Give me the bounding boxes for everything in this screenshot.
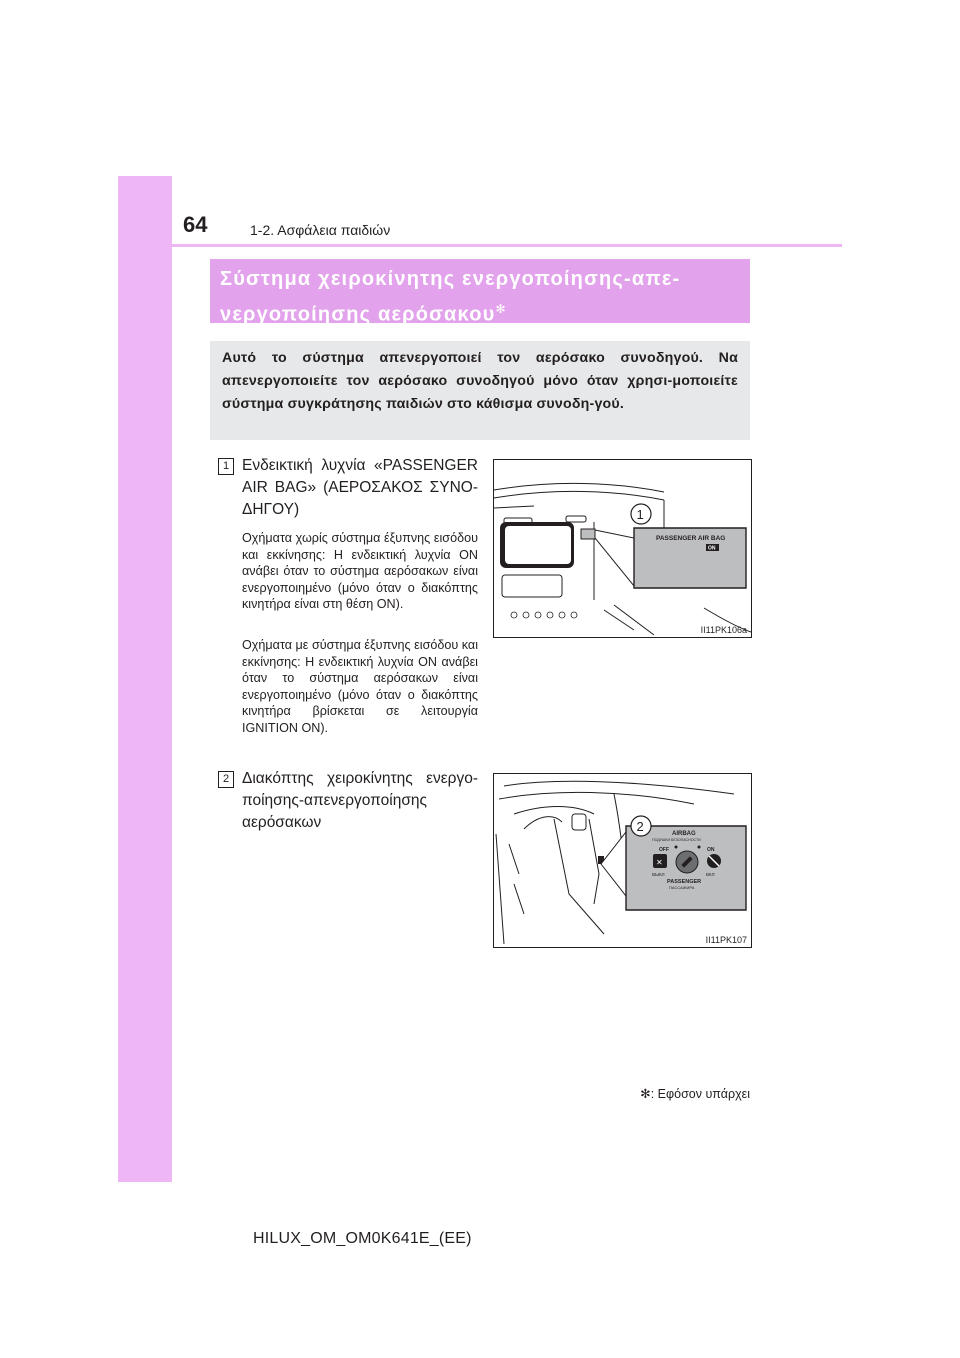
switch-passenger-label: PASSENGER (667, 879, 702, 885)
switch-on-label: ON (707, 847, 715, 853)
header-rule (172, 244, 842, 247)
footnote-text: : Εφόσον υπάρχει (650, 1087, 750, 1101)
switch-on-ru-label: ВКЛ (706, 872, 715, 877)
item-1-number: 1 (218, 458, 234, 475)
item-1-note-1: Οχήματα χωρίς σύστημα έξυπνης εισόδου και εκκίνησης: Η ενδεικτική λυχνία ON ανάβει όταν το σύστημα αερόσακων είναι ενεργοποιημένο (μόνο όταν ο διακόπτης κινητήρα είναι στη θέση ON). (242, 531, 478, 611)
section-title: 1-2. Ασφάλεια παιδιών (250, 222, 391, 238)
item-2-number: 2 (218, 771, 234, 788)
callout-1: 1 (636, 507, 644, 522)
switch-airbag-ru-label: ПОДУШКИ БЕЗОПАСНОСТИ (652, 838, 701, 842)
title-asterisk: ✻ (495, 302, 507, 316)
callout-2: 2 (636, 819, 644, 834)
item-2-title (242, 768, 478, 834)
item-1-title (242, 455, 478, 521)
dashboard-illustration (494, 460, 751, 637)
footer-doc-code: HILUX_OM_OM0K641E_(EE) (253, 1230, 472, 1247)
page-title (210, 259, 750, 326)
item-2-line-1: Διακόπτης χειροκίνητης ενεργο- (242, 770, 478, 787)
item-2-line-3: αερόσακων (242, 814, 322, 831)
figure-dashboard-indicator (493, 459, 752, 638)
footnote (640, 1086, 750, 1101)
item-1-line-3: ΔΗΓΟΥ) (242, 501, 300, 518)
figure-airbag-switch (493, 773, 752, 948)
title-line-1: Σύστημα χειροκίνητης ενεργοποίησης-απε- (220, 268, 681, 290)
item-2-line-2: ποίησης-απενεργοποίησης (242, 792, 427, 809)
item-1-line-1: Ενδεικτική λυχνία «PASSENGER (242, 457, 478, 474)
figure-1-code: II11PK106a (700, 625, 747, 635)
svg-text:✕: ✕ (656, 858, 663, 867)
title-line-2 (220, 294, 740, 330)
item-1-line-2: AIR BAG» (ΑΕΡΟΣΑΚΟΣ ΣΥΝΟ- (242, 479, 478, 496)
figure-2-code: II11PK107 (705, 935, 747, 945)
glovebox-illustration (494, 774, 751, 947)
switch-off-ru-label: ВЫКЛ (652, 872, 665, 877)
footnote-asterisk: ✻ (640, 1087, 651, 1101)
panel-label: PASSENGER AIR BAG (656, 535, 726, 542)
item-1-note-2: Οχήματα με σύστημα έξυπνης εισόδου και εκκίνησης: Η ενδεικτική λυχνία ON ανάβει όταν το σύστημα αερόσακων είναι ενεργοποιημένο (μόνο όταν ο διακόπτης κινητήρα βρίσκεται σε λειτουργία IGNITION ON). (242, 638, 478, 735)
page-number: 64 (183, 212, 208, 237)
switch-passenger-ru-label: ПАССАЖИРА (669, 885, 695, 890)
switch-off-label: OFF (659, 847, 669, 853)
panel-on-label: ON (708, 545, 716, 552)
title-line-2-text: νεργοποίησης αερόσακου (220, 303, 496, 326)
switch-airbag-label: AIRBAG (672, 831, 696, 837)
intro-box: Αυτό το σύστημα απενεργοποιεί τον αερόσακο συνοδηγού. Να απενεργοποιείτε τον αερόσακο συνοδηγού μόνο όταν χρησι-μοποιείτε σύστημα συγκράτησης παιδιών στο κάθισμα συνοδη-γού. (210, 341, 750, 440)
sidebar-tab (118, 176, 172, 1182)
